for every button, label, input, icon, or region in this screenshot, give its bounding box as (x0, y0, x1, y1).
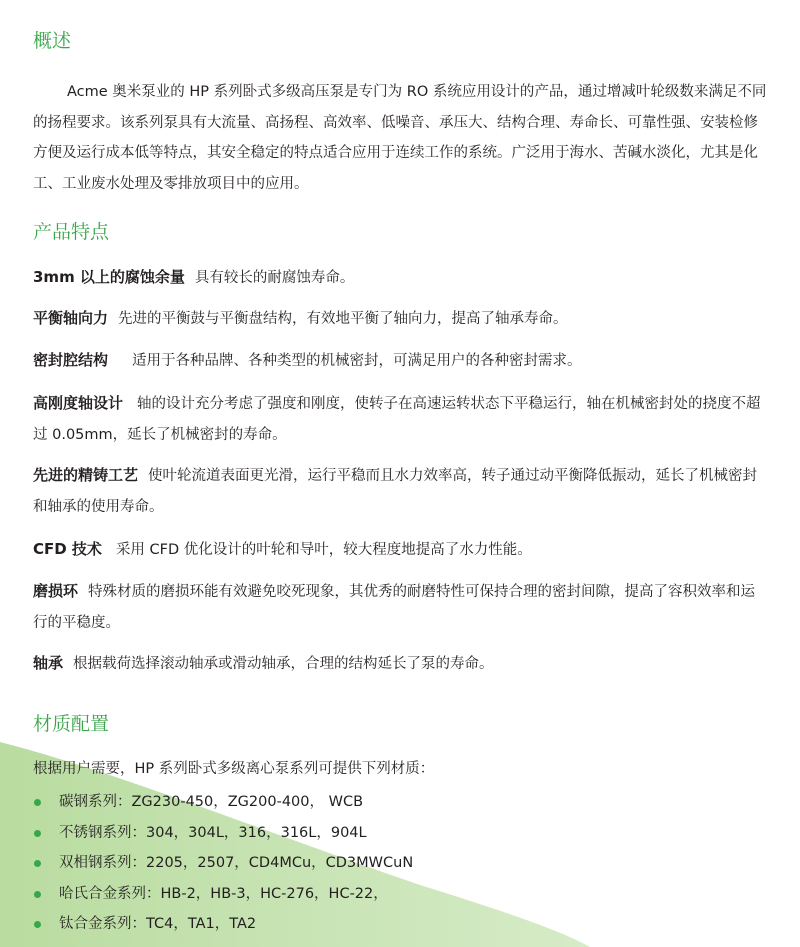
feature-term: 磨损环 (33, 582, 79, 600)
bullet-icon (34, 921, 41, 928)
feature-desc: 采用 CFD 优化设计的叶轮和导叶，较大程度地提高了水力性能。 (115, 542, 532, 558)
overview-paragraph: Acme 奥米泵业的 HP 系列卧式多级高压泵是专门为 RO 系统应用设计的产品，通过增减叶轮级数来满足不同的扬程要求。该系列泵具有大流量、高扬程、高效率、低噪音、承压大、结构合理、寿命长、可靠性强、安装检修方便及运行成本低等特点，其安全稳定的特点适合应用于连续工作的系统。广泛用于海水、苦碱水淡化，尤其是化工、工业废水处理及零排放项目中的应用。 (33, 84, 767, 192)
feature-term: 平衡轴向力 (33, 309, 109, 327)
feature-item (33, 262, 768, 294)
section-title-materials: 材质配置 (33, 713, 110, 735)
material-text: 双相钢系列：2205，2507，CD4MCu，CD3MWCuN (59, 855, 414, 872)
bullet-icon (34, 799, 41, 806)
section-title-overview: 概述 (33, 30, 72, 52)
materials-intro: 根据用户需要，HP 系列卧式多级离心泵系列可提供下列材质： (33, 761, 435, 777)
material-text: 哈氏合金系列：HB-2，HB-3，HC-276，HC-22， (59, 885, 388, 902)
feature-term: 高刚度轴设计 (33, 394, 124, 412)
feature-item (33, 303, 768, 335)
bullet-icon (34, 860, 41, 867)
feature-item (33, 345, 768, 377)
feature-term: 密封腔结构 (33, 351, 109, 369)
feature-term: 轴承 (33, 654, 64, 672)
feature-desc: 特殊材质的磨损环能有效避免咬死现象，其优秀的耐磨特性可保持合理的密封间隙，提高了容积效率和运行的平稳度。 (33, 584, 756, 631)
feature-item (33, 388, 768, 450)
feature-desc: 先进的平衡鼓与平衡盘结构，有效地平衡了轴向力，提高了轴承寿命。 (118, 311, 568, 327)
feature-desc: 根据载荷选择滚动轴承或滑动轴承，合理的结构延长了泵的寿命。 (73, 656, 494, 672)
material-list-item (33, 821, 413, 852)
materials-list (33, 790, 413, 943)
material-list-item (33, 790, 413, 821)
feature-desc: 适用于各种品牌、各种类型的机械密封，可满足用户的各种密封需求。 (132, 353, 582, 369)
material-text: 碳钢系列：ZG230-450，ZG200-400， WCB (59, 794, 364, 810)
feature-item (33, 460, 768, 522)
feature-item (33, 576, 768, 638)
material-list-item (33, 882, 413, 913)
feature-desc: 具有较长的耐腐蚀寿命。 (194, 270, 355, 286)
feature-desc: 轴的设计充分考虑了强度和刚度，使转子在高速运转状态下平稳运行，轴在机械密封处的挠度不超过 0.05mm，延长了机械密封的寿命。 (33, 396, 761, 443)
section-title-features: 产品特点 (33, 221, 110, 243)
material-text: 钛合金系列：TC4，TA1，TA2 (59, 916, 257, 933)
bullet-icon (34, 891, 41, 898)
feature-item (33, 534, 768, 566)
feature-item (33, 648, 768, 680)
feature-desc: 使叶轮流道表面更光滑，运行平稳而且水力效率高，转子通过动平衡降低振动，延长了机械密封和轴承的使用寿命。 (33, 468, 758, 515)
feature-term: CFD 技术 (33, 540, 102, 558)
material-list-item (33, 912, 413, 943)
bullet-icon (34, 830, 41, 837)
feature-term: 先进的精铸工艺 (33, 466, 139, 484)
material-text: 不锈钢系列：304，304L，316，316L，904L (59, 824, 367, 841)
feature-term: 3mm 以上的腐蚀余量 (33, 268, 185, 286)
material-list-item (33, 851, 413, 882)
